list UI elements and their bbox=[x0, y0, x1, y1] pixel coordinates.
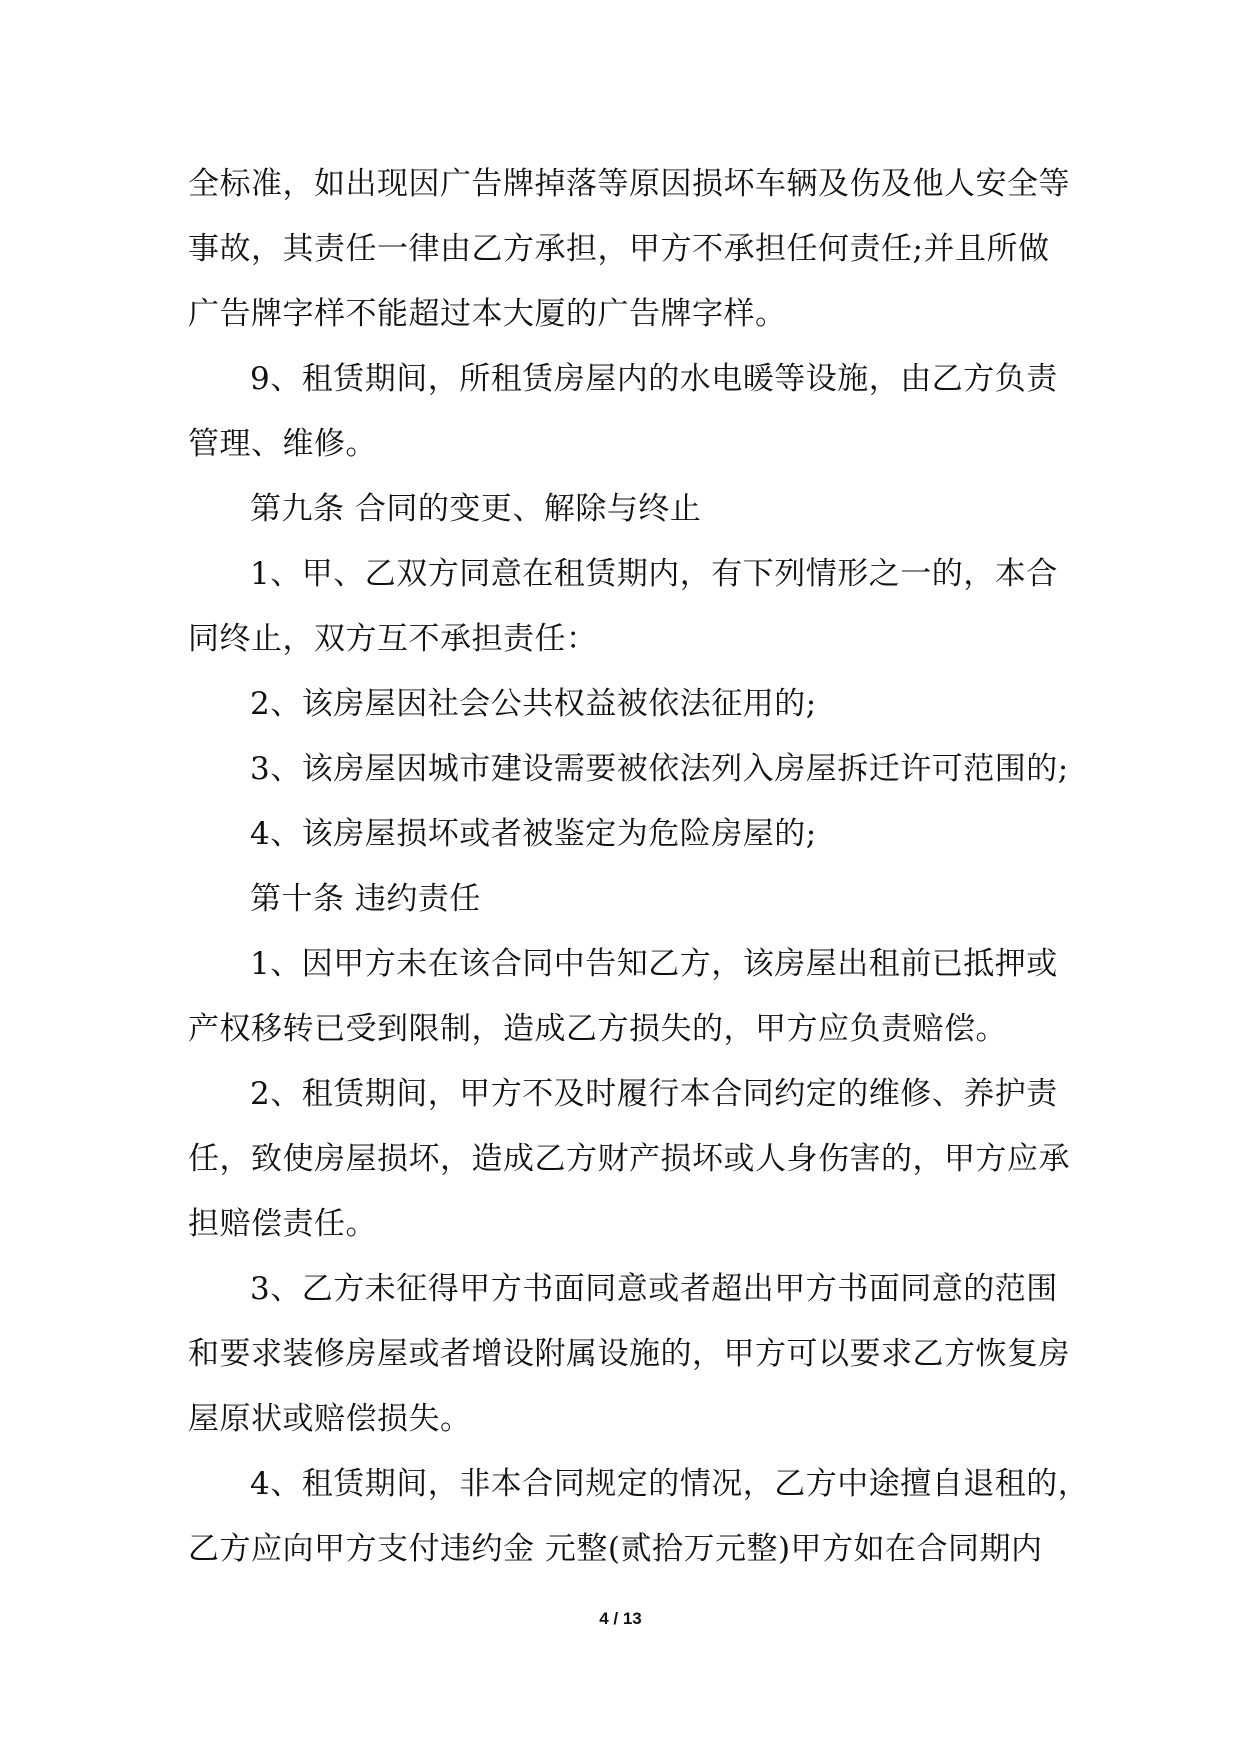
text-line: 2、该房屋因社会公共权益被依法征用的; bbox=[250, 686, 817, 722]
page-number: 4 / 13 bbox=[599, 1609, 642, 1628]
text-line: 1、甲、乙双方同意在租赁期内，有下列情形之一的，本合 bbox=[250, 556, 1058, 592]
text-line: 任，致使房屋损坏，造成乙方财产损坏或人身伤害的，甲方应承 bbox=[188, 1141, 1070, 1177]
text-line: 屋原状或赔偿损失。 bbox=[188, 1401, 472, 1437]
text-line: 担赔偿责任。 bbox=[188, 1206, 377, 1242]
text-line: 乙方应向甲方支付违约金 元整(贰拾万元整)甲方如在合同期内 bbox=[188, 1531, 1043, 1567]
section-heading: 第十条 违约责任 bbox=[250, 881, 481, 917]
text-line: 9、租赁期间，所租赁房屋内的水电暖等设施，由乙方负责 bbox=[250, 361, 1058, 397]
section-heading: 第九条 合同的变更、解除与终止 bbox=[250, 491, 702, 527]
document-body bbox=[188, 152, 1090, 1582]
text-line: 同终止，双方互不承担责任： bbox=[188, 621, 598, 657]
text-line: 全标准，如出现因广告牌掉落等原因损坏车辆及伤及他人安全等 bbox=[188, 166, 1070, 202]
text-line: 广告牌字样不能超过本大厦的广告牌字样。 bbox=[188, 296, 787, 332]
text-line: 3、该房屋因城市建设需要被依法列入房屋拆迁许可范围的; bbox=[250, 751, 1069, 787]
text-line: 产权移转已受到限制，造成乙方损失的，甲方应负责赔偿。 bbox=[188, 1011, 1007, 1047]
text-line: 4、租赁期间，非本合同规定的情况，乙方中途擅自退租的， bbox=[250, 1466, 1090, 1502]
text-line: 1、因甲方未在该合同中告知乙方，该房屋出租前已抵押或 bbox=[250, 946, 1058, 982]
text-line: 2、租赁期间，甲方不及时履行本合同约定的维修、养护责 bbox=[250, 1076, 1058, 1112]
text-line: 管理、维修。 bbox=[188, 426, 377, 462]
text-line: 事故，其责任一律由乙方承担，甲方不承担任何责任;并且所做 bbox=[188, 231, 1050, 267]
text-line: 3、乙方未征得甲方书面同意或者超出甲方书面同意的范围 bbox=[250, 1271, 1058, 1307]
text-line: 和要求装修房屋或者增设附属设施的，甲方可以要求乙方恢复房 bbox=[188, 1336, 1070, 1372]
text-line: 4、该房屋损坏或者被鉴定为危险房屋的; bbox=[250, 816, 817, 852]
